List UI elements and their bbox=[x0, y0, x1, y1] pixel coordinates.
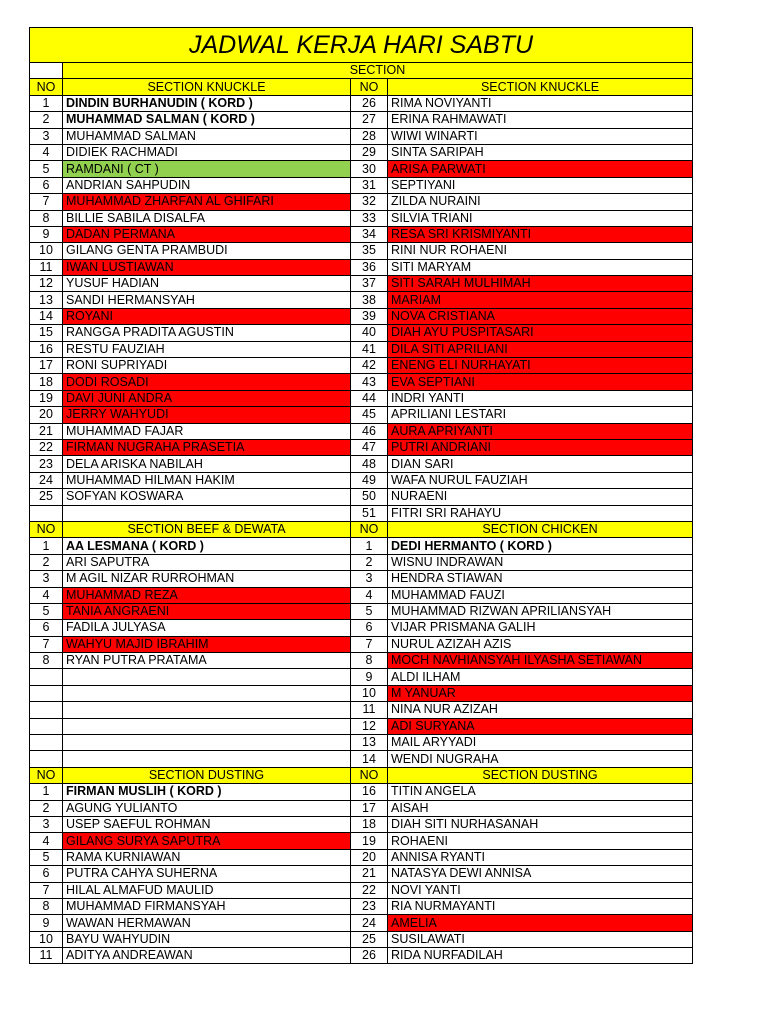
table-row bbox=[30, 751, 693, 767]
employee-name: DIAN SARI bbox=[388, 456, 693, 472]
employee-number: 9 bbox=[30, 915, 63, 931]
table-row bbox=[30, 636, 693, 652]
employee-name: AA LESMANA ( KORD ) bbox=[63, 538, 351, 554]
table-row bbox=[30, 669, 693, 685]
employee-name: DELA ARISKA NABILAH bbox=[63, 456, 351, 472]
table-row bbox=[30, 571, 693, 587]
employee-name: AGUNG YULIANTO bbox=[63, 800, 351, 816]
employee-name: SILVIA TRIANI bbox=[388, 210, 693, 226]
employee-number: 30 bbox=[351, 161, 388, 177]
employee-name: SANDI HERMANSYAH bbox=[63, 292, 351, 308]
employee-name: FIRMAN MUSLIH ( KORD ) bbox=[63, 784, 351, 800]
employee-number: 13 bbox=[351, 735, 388, 751]
employee-number bbox=[30, 505, 63, 521]
employee-number: 32 bbox=[351, 194, 388, 210]
employee-name: RESA SRI KRISMIYANTI bbox=[388, 226, 693, 242]
employee-name: HENDRA STIAWAN bbox=[388, 571, 693, 587]
employee-number: 4 bbox=[30, 587, 63, 603]
employee-number: 21 bbox=[351, 866, 388, 882]
employee-number: 6 bbox=[351, 620, 388, 636]
employee-name: NOVA CRISTIANA bbox=[388, 308, 693, 324]
table-row bbox=[30, 226, 693, 242]
employee-name: FADILA JULYASA bbox=[63, 620, 351, 636]
section-header-row bbox=[30, 79, 693, 95]
employee-number: 44 bbox=[351, 390, 388, 406]
column-header-no: NO bbox=[351, 767, 388, 783]
employee-name: SUSILAWATI bbox=[388, 931, 693, 947]
employee-number: 20 bbox=[30, 407, 63, 423]
section-header: SECTION DUSTING bbox=[63, 767, 351, 783]
table-row bbox=[30, 915, 693, 931]
employee-number: 42 bbox=[351, 358, 388, 374]
employee-name: NURUL AZIZAH AZIS bbox=[388, 636, 693, 652]
employee-name: AMELIA bbox=[388, 915, 693, 931]
table-row bbox=[30, 308, 693, 324]
employee-number: 10 bbox=[30, 243, 63, 259]
employee-name: MUHAMMAD FAUZI bbox=[388, 587, 693, 603]
table-row bbox=[30, 292, 693, 308]
table-row bbox=[30, 276, 693, 292]
employee-number: 2 bbox=[30, 554, 63, 570]
employee-name: TANIA ANGRAENI bbox=[63, 603, 351, 619]
employee-number: 3 bbox=[351, 571, 388, 587]
employee-name: MAIL ARYYADI bbox=[388, 735, 693, 751]
employee-name: TITIN ANGELA bbox=[388, 784, 693, 800]
section-header: SECTION BEEF & DEWATA bbox=[63, 521, 351, 537]
employee-name: RYAN PUTRA PRATAMA bbox=[63, 653, 351, 669]
employee-number: 45 bbox=[351, 407, 388, 423]
employee-name: WIWI WINARTI bbox=[388, 128, 693, 144]
employee-number: 25 bbox=[30, 489, 63, 505]
employee-number: 2 bbox=[351, 554, 388, 570]
table-row bbox=[30, 112, 693, 128]
table-row bbox=[30, 702, 693, 718]
table-row bbox=[30, 931, 693, 947]
employee-number: 4 bbox=[30, 144, 63, 160]
employee-number: 5 bbox=[30, 161, 63, 177]
column-header-no: NO bbox=[30, 79, 63, 95]
table-row bbox=[30, 128, 693, 144]
employee-name: ANDRIAN SAHPUDIN bbox=[63, 177, 351, 193]
employee-number: 3 bbox=[30, 816, 63, 832]
employee-name: DILA SITI APRILIANI bbox=[388, 341, 693, 357]
employee-name: RINI NUR ROHAENI bbox=[388, 243, 693, 259]
employee-name: WAFA NURUL FAUZIAH bbox=[388, 472, 693, 488]
table-row bbox=[30, 489, 693, 505]
employee-number: 23 bbox=[30, 456, 63, 472]
employee-name: ZILDA NURAINI bbox=[388, 194, 693, 210]
employee-number: 11 bbox=[351, 702, 388, 718]
employee-name: DIAH SITI NURHASANAH bbox=[388, 816, 693, 832]
employee-number: 26 bbox=[351, 948, 388, 964]
table-row bbox=[30, 144, 693, 160]
employee-number: 8 bbox=[30, 653, 63, 669]
employee-name: ARISA PARWATI bbox=[388, 161, 693, 177]
employee-name: IWAN LUSTIAWAN bbox=[63, 259, 351, 275]
employee-number: 49 bbox=[351, 472, 388, 488]
employee-number: 22 bbox=[351, 882, 388, 898]
employee-number: 10 bbox=[351, 685, 388, 701]
employee-number: 10 bbox=[30, 931, 63, 947]
title-row bbox=[30, 28, 693, 63]
employee-name: FITRI SRI RAHAYU bbox=[388, 505, 693, 521]
employee-number: 2 bbox=[30, 112, 63, 128]
employee-name: MUHAMMAD RIZWAN APRILIANSYAH bbox=[388, 603, 693, 619]
table-row bbox=[30, 472, 693, 488]
employee-number: 33 bbox=[351, 210, 388, 226]
table-row bbox=[30, 374, 693, 390]
column-header-no: NO bbox=[351, 521, 388, 537]
employee-number: 27 bbox=[351, 112, 388, 128]
employee-name: DIDIEK RACHMADI bbox=[63, 144, 351, 160]
table-row bbox=[30, 948, 693, 964]
table-row bbox=[30, 866, 693, 882]
employee-number: 6 bbox=[30, 620, 63, 636]
employee-number: 8 bbox=[351, 653, 388, 669]
table-row bbox=[30, 95, 693, 111]
employee-name bbox=[63, 669, 351, 685]
table-row bbox=[30, 800, 693, 816]
employee-name: MARIAM bbox=[388, 292, 693, 308]
employee-number: 34 bbox=[351, 226, 388, 242]
table-row bbox=[30, 439, 693, 455]
column-header-no: NO bbox=[351, 79, 388, 95]
employee-name: MUHAMMAD HILMAN HAKIM bbox=[63, 472, 351, 488]
employee-name: NURAENI bbox=[388, 489, 693, 505]
employee-name: VIJAR PRISMANA GALIH bbox=[388, 620, 693, 636]
employee-name: RAMA KURNIAWAN bbox=[63, 849, 351, 865]
employee-name: M AGIL NIZAR RURROHMAN bbox=[63, 571, 351, 587]
employee-number: 39 bbox=[351, 308, 388, 324]
employee-number: 3 bbox=[30, 128, 63, 144]
employee-number: 29 bbox=[351, 144, 388, 160]
employee-number: 36 bbox=[351, 259, 388, 275]
employee-name: BAYU WAHYUDIN bbox=[63, 931, 351, 947]
employee-number: 21 bbox=[30, 423, 63, 439]
employee-name: WENDI NUGRAHA bbox=[388, 751, 693, 767]
employee-name: MOCH NAVHIANSYAH ILYASHA SETIAWAN bbox=[388, 653, 693, 669]
employee-name: SITI SARAH MULHIMAH bbox=[388, 276, 693, 292]
employee-number: 26 bbox=[351, 95, 388, 111]
employee-number: 50 bbox=[351, 489, 388, 505]
section-header: SECTION KNUCKLE bbox=[388, 79, 693, 95]
table-row bbox=[30, 718, 693, 734]
employee-number: 7 bbox=[30, 882, 63, 898]
employee-number: 31 bbox=[351, 177, 388, 193]
employee-number: 28 bbox=[351, 128, 388, 144]
table-row bbox=[30, 587, 693, 603]
employee-name: RIA NURMAYANTI bbox=[388, 898, 693, 914]
employee-name: FIRMAN NUGRAHA PRASETIA bbox=[63, 439, 351, 455]
employee-number: 2 bbox=[30, 800, 63, 816]
table-row bbox=[30, 653, 693, 669]
employee-number: 9 bbox=[30, 226, 63, 242]
employee-name: DODI ROSADI bbox=[63, 374, 351, 390]
employee-name: DIAH AYU PUSPITASARI bbox=[388, 325, 693, 341]
employee-number: 40 bbox=[351, 325, 388, 341]
employee-number: 17 bbox=[30, 358, 63, 374]
page-title: JADWAL KERJA HARI SABTU bbox=[30, 28, 693, 63]
employee-number bbox=[30, 751, 63, 767]
employee-name: SOFYAN KOSWARA bbox=[63, 489, 351, 505]
employee-name: ERINA RAHMAWATI bbox=[388, 112, 693, 128]
employee-name: RESTU FAUZIAH bbox=[63, 341, 351, 357]
employee-number: 18 bbox=[30, 374, 63, 390]
employee-number: 41 bbox=[351, 341, 388, 357]
employee-number: 48 bbox=[351, 456, 388, 472]
employee-name bbox=[63, 735, 351, 751]
employee-name: AURA APRIYANTI bbox=[388, 423, 693, 439]
table-row bbox=[30, 620, 693, 636]
employee-name: ENENG ELI NURHAYATI bbox=[388, 358, 693, 374]
employee-name: RONI SUPRIYADI bbox=[63, 358, 351, 374]
employee-name: DINDIN BURHANUDIN ( KORD ) bbox=[63, 95, 351, 111]
employee-number: 7 bbox=[30, 194, 63, 210]
employee-number: 6 bbox=[30, 177, 63, 193]
employee-name: RIMA NOVIYANTI bbox=[388, 95, 693, 111]
employee-name: HILAL ALMAFUD MAULID bbox=[63, 882, 351, 898]
employee-number: 8 bbox=[30, 898, 63, 914]
employee-name: APRILIANI LESTARI bbox=[388, 407, 693, 423]
section-row bbox=[30, 63, 693, 79]
employee-number: 16 bbox=[351, 784, 388, 800]
employee-number: 19 bbox=[30, 390, 63, 406]
employee-name: RAMDANI ( CT ) bbox=[63, 161, 351, 177]
employee-name: MUHAMMAD ZHARFAN AL GHIFARI bbox=[63, 194, 351, 210]
employee-number: 15 bbox=[30, 325, 63, 341]
table-row bbox=[30, 735, 693, 751]
employee-name bbox=[63, 685, 351, 701]
employee-name: PUTRA CAHYA SUHERNA bbox=[63, 866, 351, 882]
table-row bbox=[30, 243, 693, 259]
employee-number: 9 bbox=[351, 669, 388, 685]
employee-number: 4 bbox=[30, 833, 63, 849]
employee-number bbox=[30, 669, 63, 685]
employee-name bbox=[63, 751, 351, 767]
employee-name: ROHAENI bbox=[388, 833, 693, 849]
employee-name: MUHAMMAD FIRMANSYAH bbox=[63, 898, 351, 914]
employee-name: SEPTIYANI bbox=[388, 177, 693, 193]
table-row bbox=[30, 685, 693, 701]
employee-name: M YANUAR bbox=[388, 685, 693, 701]
section-spacer bbox=[30, 63, 63, 79]
table-row bbox=[30, 194, 693, 210]
table-row bbox=[30, 816, 693, 832]
employee-number: 8 bbox=[30, 210, 63, 226]
employee-number: 5 bbox=[30, 849, 63, 865]
employee-number: 7 bbox=[30, 636, 63, 652]
employee-name: DAVI JUNI ANDRA bbox=[63, 390, 351, 406]
employee-number bbox=[30, 735, 63, 751]
employee-name: JERRY WAHYUDI bbox=[63, 407, 351, 423]
column-header-no: NO bbox=[30, 767, 63, 783]
employee-name: ARI SAPUTRA bbox=[63, 554, 351, 570]
column-header-no: NO bbox=[30, 521, 63, 537]
employee-name: SINTA SARIPAH bbox=[388, 144, 693, 160]
table-row bbox=[30, 177, 693, 193]
employee-number: 7 bbox=[351, 636, 388, 652]
employee-number: 11 bbox=[30, 948, 63, 964]
employee-number: 12 bbox=[351, 718, 388, 734]
employee-number: 47 bbox=[351, 439, 388, 455]
employee-number bbox=[30, 685, 63, 701]
table-row bbox=[30, 554, 693, 570]
employee-number: 11 bbox=[30, 259, 63, 275]
employee-name: ALDI ILHAM bbox=[388, 669, 693, 685]
table-row bbox=[30, 325, 693, 341]
employee-name: SITI MARYAM bbox=[388, 259, 693, 275]
employee-name: ROYANI bbox=[63, 308, 351, 324]
employee-name: BILLIE SABILA DISALFA bbox=[63, 210, 351, 226]
section-header-row bbox=[30, 767, 693, 783]
employee-number: 51 bbox=[351, 505, 388, 521]
employee-name bbox=[63, 702, 351, 718]
employee-number bbox=[30, 702, 63, 718]
table-row bbox=[30, 423, 693, 439]
employee-name: RANGGA PRADITA AGUSTIN bbox=[63, 325, 351, 341]
employee-name: WAWAN HERMAWAN bbox=[63, 915, 351, 931]
employee-number: 23 bbox=[351, 898, 388, 914]
table-row bbox=[30, 784, 693, 800]
employee-number: 35 bbox=[351, 243, 388, 259]
employee-number: 37 bbox=[351, 276, 388, 292]
table-row bbox=[30, 505, 693, 521]
schedule-body bbox=[30, 28, 693, 964]
employee-number: 6 bbox=[30, 866, 63, 882]
employee-number: 5 bbox=[351, 603, 388, 619]
section-header-row bbox=[30, 521, 693, 537]
employee-name: YUSUF HADIAN bbox=[63, 276, 351, 292]
employee-number bbox=[30, 718, 63, 734]
employee-name: MUHAMMAD SALMAN ( KORD ) bbox=[63, 112, 351, 128]
table-row bbox=[30, 456, 693, 472]
employee-name: AISAH bbox=[388, 800, 693, 816]
table-row bbox=[30, 603, 693, 619]
section-header: SECTION KNUCKLE bbox=[63, 79, 351, 95]
employee-number: 18 bbox=[351, 816, 388, 832]
employee-number: 14 bbox=[351, 751, 388, 767]
employee-number: 19 bbox=[351, 833, 388, 849]
employee-number: 5 bbox=[30, 603, 63, 619]
table-row bbox=[30, 390, 693, 406]
employee-name: WAHYU MAJID IBRAHIM bbox=[63, 636, 351, 652]
employee-name: NOVI YANTI bbox=[388, 882, 693, 898]
employee-number: 1 bbox=[30, 538, 63, 554]
employee-name: USEP SAEFUL ROHMAN bbox=[63, 816, 351, 832]
table-row bbox=[30, 898, 693, 914]
employee-number: 43 bbox=[351, 374, 388, 390]
table-row bbox=[30, 833, 693, 849]
employee-name: EVA SEPTIANI bbox=[388, 374, 693, 390]
section-label: SECTION bbox=[63, 63, 693, 79]
employee-name: INDRI YANTI bbox=[388, 390, 693, 406]
section-header: SECTION DUSTING bbox=[388, 767, 693, 783]
table-row bbox=[30, 161, 693, 177]
employee-number: 1 bbox=[30, 95, 63, 111]
employee-name bbox=[63, 505, 351, 521]
employee-number: 13 bbox=[30, 292, 63, 308]
table-row bbox=[30, 407, 693, 423]
table-row bbox=[30, 341, 693, 357]
employee-number: 17 bbox=[351, 800, 388, 816]
table-row bbox=[30, 538, 693, 554]
table-row bbox=[30, 882, 693, 898]
table-row bbox=[30, 210, 693, 226]
table-row bbox=[30, 259, 693, 275]
table-row bbox=[30, 849, 693, 865]
employee-number: 16 bbox=[30, 341, 63, 357]
employee-number: 4 bbox=[351, 587, 388, 603]
employee-number: 20 bbox=[351, 849, 388, 865]
employee-number: 22 bbox=[30, 439, 63, 455]
employee-name: ADITYA ANDREAWAN bbox=[63, 948, 351, 964]
employee-number: 24 bbox=[30, 472, 63, 488]
employee-name: ADI SURYANA bbox=[388, 718, 693, 734]
employee-number: 38 bbox=[351, 292, 388, 308]
employee-number: 24 bbox=[351, 915, 388, 931]
employee-name: WISNU INDRAWAN bbox=[388, 554, 693, 570]
employee-name: ANNISA RYANTI bbox=[388, 849, 693, 865]
employee-name bbox=[63, 718, 351, 734]
employee-number: 14 bbox=[30, 308, 63, 324]
employee-number: 25 bbox=[351, 931, 388, 947]
employee-number: 12 bbox=[30, 276, 63, 292]
employee-name: PUTRI ANDRIANI bbox=[388, 439, 693, 455]
employee-number: 46 bbox=[351, 423, 388, 439]
employee-number: 1 bbox=[30, 784, 63, 800]
employee-name: MUHAMMAD FAJAR bbox=[63, 423, 351, 439]
employee-name: DADAN PERMANA bbox=[63, 226, 351, 242]
employee-name: NATASYA DEWI ANNISA bbox=[388, 866, 693, 882]
employee-number: 1 bbox=[351, 538, 388, 554]
employee-name: MUHAMMAD SALMAN bbox=[63, 128, 351, 144]
employee-name: GILANG GENTA PRAMBUDI bbox=[63, 243, 351, 259]
schedule-table bbox=[29, 27, 693, 964]
employee-name: MUHAMMAD REZA bbox=[63, 587, 351, 603]
employee-name: DEDI HERMANTO ( KORD ) bbox=[388, 538, 693, 554]
section-header: SECTION CHICKEN bbox=[388, 521, 693, 537]
employee-name: RIDA NURFADILAH bbox=[388, 948, 693, 964]
table-row bbox=[30, 358, 693, 374]
employee-name: GILANG SURYA SAPUTRA bbox=[63, 833, 351, 849]
employee-number: 3 bbox=[30, 571, 63, 587]
employee-name: NINA NUR AZIZAH bbox=[388, 702, 693, 718]
